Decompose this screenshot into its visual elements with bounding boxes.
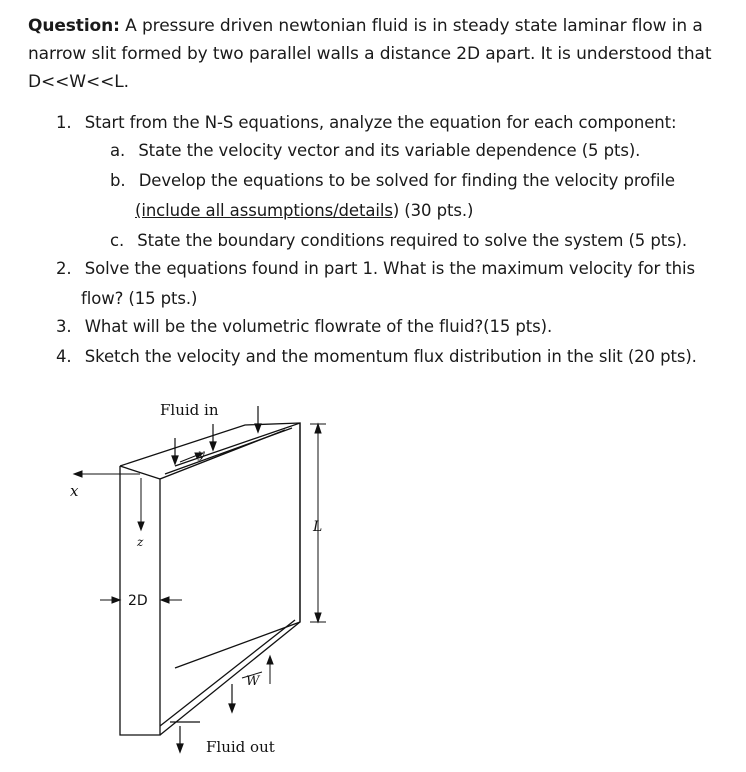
fluid-out-label: Fluid out <box>206 738 275 756</box>
z-label: z <box>137 535 144 549</box>
item-letter: c. <box>110 231 125 250</box>
item-number: 4. <box>56 347 72 366</box>
x-axis-arrow <box>74 471 140 477</box>
item-text: ) (30 pts.) <box>392 201 474 220</box>
item-text: Develop the equations to be solved for finding the velocity profile <box>138 171 675 190</box>
item-text: What will be the volumetric flowrate of the fluid?(15 pts). <box>84 317 553 336</box>
y-label: y <box>198 447 205 461</box>
l-label: L <box>313 519 323 535</box>
item-text: State the boundary conditions required to solve the system (5 pts). <box>137 231 688 250</box>
fluid-in-label: Fluid in <box>160 401 219 419</box>
item-letter: a. <box>110 141 126 160</box>
z-axis-arrow <box>138 478 144 530</box>
item-number: 2. <box>56 259 72 278</box>
underlined-text: (include all assumptions/details <box>135 201 393 220</box>
item-text: flow? (15 pts.) <box>81 289 198 308</box>
w-label: W <box>246 674 260 689</box>
x-label: x <box>70 482 79 500</box>
item-text: Solve the equations found in part 1. What is the maximum velocity for this <box>84 259 695 278</box>
question-text: A pressure driven newtonian fluid is in steady state laminar flow in a narrow slit formed by two parallel walls a distance 2D apart. It is understood that D<<W<<L. <box>28 16 712 92</box>
bottom-face <box>160 622 300 735</box>
item-number: 1. <box>56 113 72 132</box>
item-letter: b. <box>110 171 126 190</box>
question-label: Question: <box>28 16 120 36</box>
front-plate-edge <box>120 430 285 735</box>
item-text: Sketch the velocity and the momentum flux distribution in the slit (20 pts). <box>84 347 697 366</box>
2d-label: 2D <box>128 593 148 609</box>
item-number: 3. <box>56 317 72 336</box>
item-text: Start from the N-S equations, analyze the equation for each component: <box>84 113 677 132</box>
item-text: State the velocity vector and its variable dependence (5 pts). <box>138 141 641 160</box>
